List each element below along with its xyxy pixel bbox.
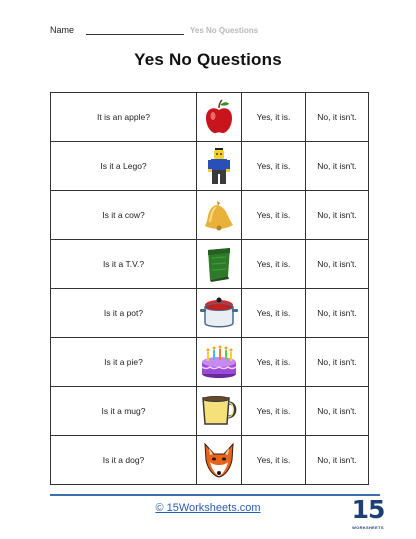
table-row (51, 240, 369, 289)
mug-icon (200, 395, 238, 427)
question-cell: Is it a dog? (51, 436, 197, 485)
table-row (51, 142, 369, 191)
lego-figure-icon (208, 147, 230, 185)
picture-cell (197, 338, 242, 387)
yes-answer-cell: Yes, it is. (242, 93, 306, 142)
pot-icon (200, 296, 238, 330)
yes-answer-cell: Yes, it is. (242, 191, 306, 240)
cake-icon (200, 344, 238, 380)
logo-text: WORKSHEETS (352, 525, 384, 530)
no-answer-cell: No, it isn't. (306, 436, 369, 485)
table-row (51, 436, 369, 485)
bell-icon (203, 198, 235, 232)
worksheets-logo (348, 495, 388, 533)
question-cell: Is it a cow? (51, 191, 197, 240)
no-answer-cell: No, it isn't. (306, 93, 369, 142)
footer-link-text[interactable]: © 15Worksheets.com (155, 502, 261, 514)
picture-cell (197, 289, 242, 338)
no-answer-cell: No, it isn't. (306, 338, 369, 387)
question-cell: Is it a T.V.? (51, 240, 197, 289)
name-blank-line (86, 25, 184, 35)
picture-cell (197, 436, 242, 485)
question-cell: Is it a pie? (51, 338, 197, 387)
picture-cell (197, 93, 242, 142)
picture-cell (197, 387, 242, 436)
picture-cell (197, 142, 242, 191)
yes-answer-cell: Yes, it is. (242, 387, 306, 436)
name-label: Name (50, 25, 75, 35)
header-watermark: Yes No Questions (190, 26, 259, 35)
yes-answer-cell: Yes, it is. (242, 142, 306, 191)
apple-icon (204, 99, 234, 135)
page-title: Yes No Questions (134, 50, 282, 69)
table-row (51, 191, 369, 240)
table-row (51, 338, 369, 387)
no-answer-cell: No, it isn't. (306, 142, 369, 191)
picture-cell (197, 240, 242, 289)
questions-table (50, 92, 369, 485)
no-answer-cell: No, it isn't. (306, 289, 369, 338)
table-row (51, 289, 369, 338)
picture-cell (197, 191, 242, 240)
no-answer-cell: No, it isn't. (306, 387, 369, 436)
footer-divider (50, 494, 380, 496)
yes-answer-cell: Yes, it is. (242, 436, 306, 485)
logo-number: 15 (351, 495, 385, 524)
table-row (51, 387, 369, 436)
no-answer-cell: No, it isn't. (306, 240, 369, 289)
question-cell: Is it a Lego? (51, 142, 197, 191)
question-cell: Is it a pot? (51, 289, 197, 338)
towel-icon (204, 246, 234, 282)
no-answer-cell: No, it isn't. (306, 191, 369, 240)
question-cell: Is it a mug? (51, 387, 197, 436)
question-cell: It is an apple? (51, 93, 197, 142)
yes-answer-cell: Yes, it is. (242, 289, 306, 338)
yes-answer-cell: Yes, it is. (242, 240, 306, 289)
table-row (51, 93, 369, 142)
name-field-row (50, 25, 258, 35)
fox-icon (202, 442, 236, 478)
yes-answer-cell: Yes, it is. (242, 338, 306, 387)
